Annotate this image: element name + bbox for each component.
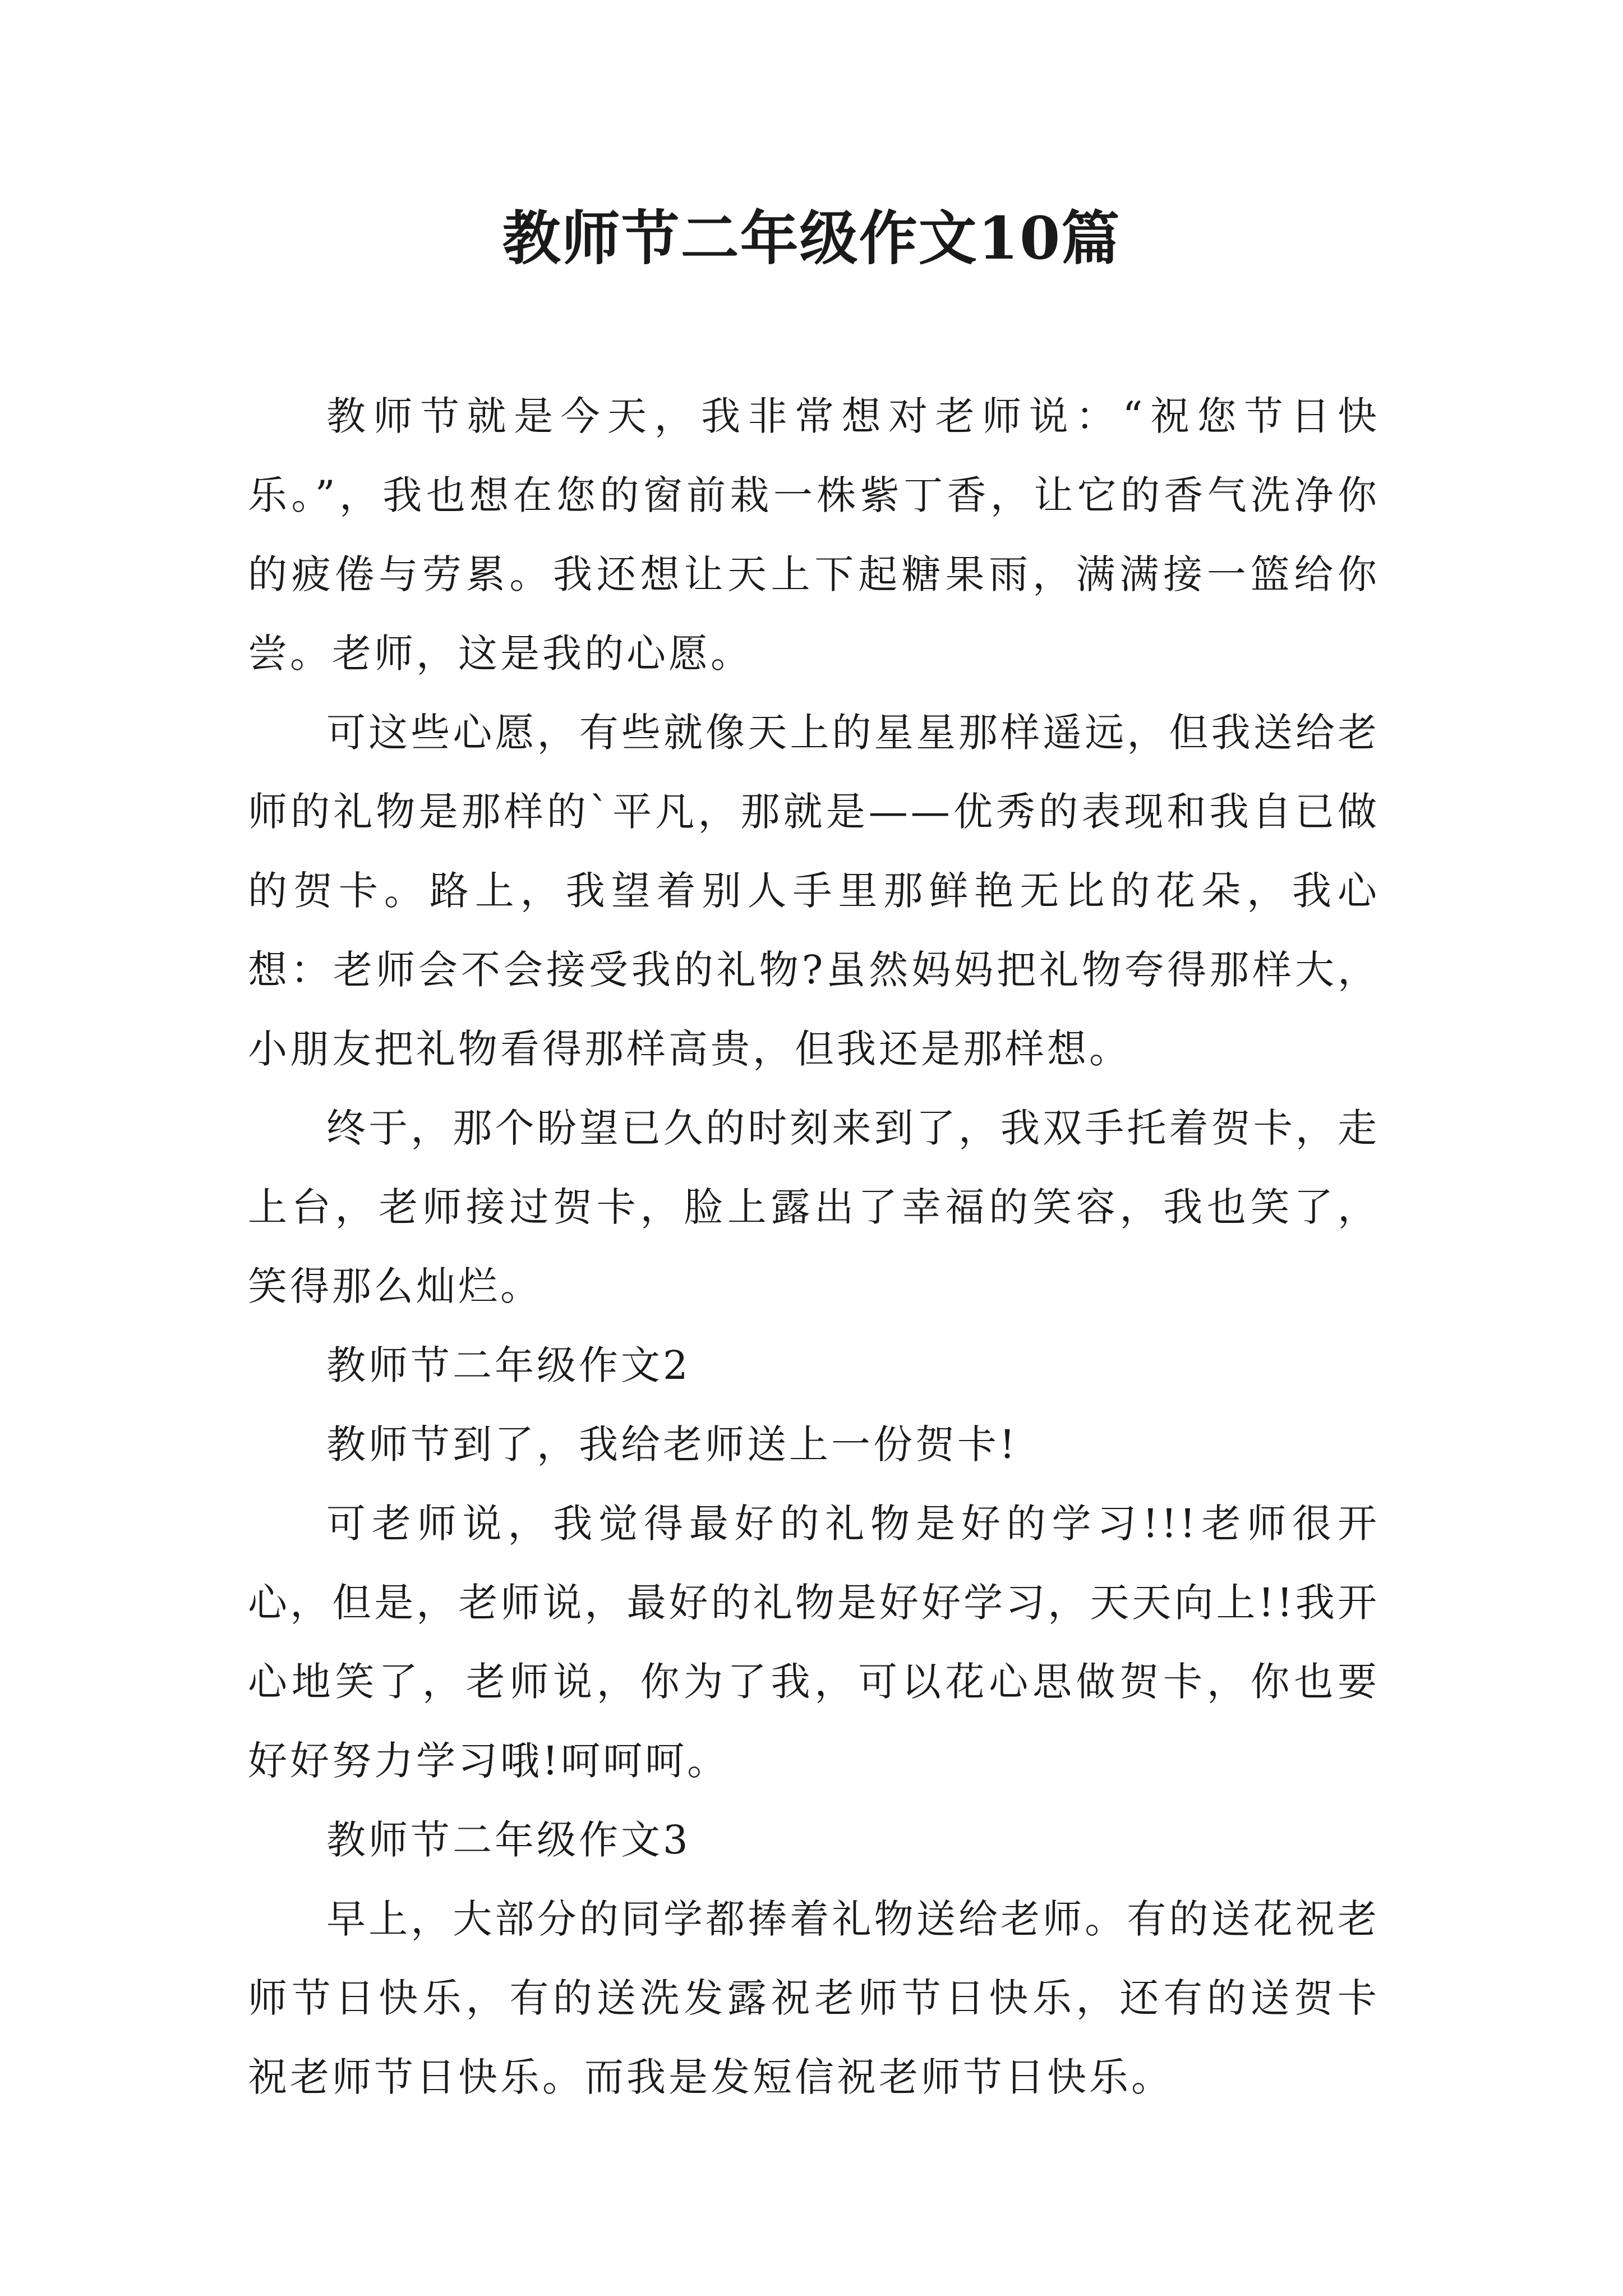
section-heading: 教师节二年级作文3 [326,1817,691,1863]
paragraph: 可这些心愿，有些就像天上的星星那样遥远，但我送给老师的礼物是那样的`平凡，那就是——优秀的表现和我自已做的贺卡。路上，我望着别人手里那鲜艳无比的花朵，我心想：老师会不会接受我的礼物?虽然妈妈把礼物夸得那样大，小朋友把礼物看得那样高贵，但我还是那样想。 [248,710,1380,1072]
paragraph: 早上，大部分的同学都捧着礼物送给老师。有的送花祝老师节日快乐，有的送洗发露祝老师节日快乐，还有的送贺卡祝老师节日快乐。而我是发短信祝老师节日快乐。 [248,1896,1380,2100]
document-title: 教师节二年级作文10篇 [502,204,1121,273]
paragraph: 可老师说，我觉得最好的礼物是好的学习!!!老师很开心，但是，老师说，最好的礼物是好好学习，天天向上!!我开心地笑了，老师说，你为了我，可以花心思做贺卡，你也要好好努力学习哦!呵呵呵。 [248,1501,1380,1784]
section-heading: 教师节二年级作文2 [326,1342,691,1388]
paragraph: 教师节就是今天，我非常想对老师说：“祝您节日快乐。”，我也想在您的窗前栽一株紫丁香，让它的香气洗净你的疲倦与劳累。我还想让天上下起糖果雨，满满接一篮给你尝。老师，这是我的心愿。 [248,393,1380,677]
paragraph: 终于，那个盼望已久的时刻来到了，我双手托着贺卡，走上台，老师接过贺卡，脸上露出了幸福的笑容，我也笑了，笑得那么灿烂。 [248,1105,1380,1309]
document-body [248,377,1380,2117]
paragraph: 教师节到了，我给老师送上一份贺卡! [326,1421,1018,1467]
